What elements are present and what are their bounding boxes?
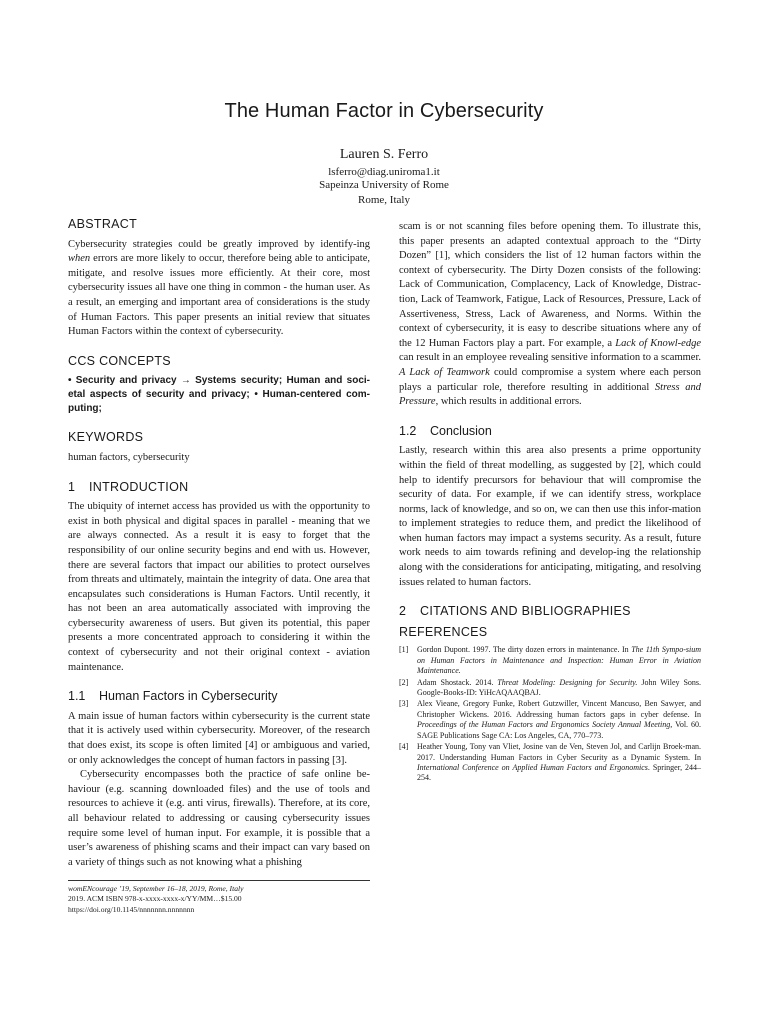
author-name: Lauren S. Ferro bbox=[339, 147, 429, 162]
right-column bbox=[399, 220, 701, 785]
author-affiliation: Sapeinza University of Rome bbox=[319, 179, 449, 191]
author-email: lsferro@diag.uniroma1.it bbox=[328, 166, 440, 178]
ccs-heading: CCS CONCEPTS bbox=[68, 353, 171, 368]
section-number: 2 bbox=[399, 604, 407, 619]
subsection-number: 1.1 bbox=[68, 689, 86, 704]
abstract-heading: ABSTRACT bbox=[68, 217, 138, 231]
conclusion-text: Lastly, research within this area also presents a prime opportunity within the field of threat modelling, as suggested by [2], which could help to identify precursors for behaviour that will compromise the security of data. For example, if we can identify stress, workplace norms, lack of knowledge, and so on, we can then use this infor-mation to implement strategies to reduce them, and predict the likelihood of when human factors may impact a systems security. As a result, future work needs to aim towards refining and develop-ing the relationship along with the considerations for anticipating, mitigating, and resolving issues related to human factors. bbox=[399, 445, 701, 588]
author-location: Rome, Italy bbox=[358, 194, 410, 206]
ccs-text: • Security and privacy → Systems security; Human and soci-etal aspects of security and privacy; • Human-centered com-puting; bbox=[68, 375, 370, 415]
intro-text: The ubiquity of internet access has provided us with the opportunity to exist in both physical and digital spaces in parallel - meaning that we are always connected. As a result it is easy to forget that the responsibility of our online security begins and end with us. However, there are several factors that impact our abilities to protect ourselves from threats and ultimately, maintain the integrity of data. One area that encapsulates such considerations is Human Factors. Until recently, it has not been an area automatically associated with improving the cybersecurity awareness of users. But given its potential, this paper presents a more concentrated approach to considering it within the context of cybersecurity and not their original context - aviation maintenance. bbox=[68, 501, 370, 673]
dirty-dozen-paragraph: scam is or not scanning files before opening them. To illustrate this, this paper presents an adapted contextual approach to the “Dirty Dozen” [1], which considers the list of 12 human factors within the context of cybersecurity. The Dirty Dozen consists of the following: Lack of Communication, Complacency, Lack of Knowledge, Distrac-tion, Lack of Teamwork, Fatigue, Lack of Resources, Pressure, Lack of Assertiveness, Stress, Lack of Awareness, and Norms. Within the context of cybersecurity, it is easy to describe situations where any of the 12 Human Factors play a part. For example, a Lack of Knowl-edge can result in an employee revealing sensitive information to a scammer. A Lack of Teamwork could compromise a system where each person plays a particular role, therefore resulting in additional Stress and Pressure, which results in additional errors. bbox=[399, 221, 702, 408]
conclusion-heading: 1.2 Conclusion bbox=[399, 423, 492, 438]
section-number: 1 bbox=[68, 479, 76, 494]
footnote bbox=[68, 884, 370, 915]
subsection-number: 1.2 bbox=[399, 423, 417, 438]
reference-list bbox=[399, 645, 701, 783]
reference-item: [3] Alex Vieane, Gregory Funke, Robert Gutzwiller, Vincent Mancuso, Ben Sawyer, and Christopher Wickens. 2016. Addressing human factors gaps in cyber defense. In Proceedings of the Human Factors and Ergonomics Society Annual Meeting, Vol. 60. SAGE Publications Sage CA: Los Angeles, CA, 770–773. bbox=[399, 699, 701, 740]
paper-title: The Human Factor in Cybersecurity bbox=[224, 100, 544, 122]
isbn-line: 2019. ACM ISBN 978-x-xxxx-xxxx-x/YY/MM…$15.00 bbox=[68, 894, 242, 904]
left-column bbox=[68, 217, 370, 870]
hf-heading: 1.1 Human Factors in Cybersecurity bbox=[68, 689, 278, 704]
keywords-text: human factors, cybersecurity bbox=[68, 451, 190, 463]
abstract-text: Cybersecurity strategies could be greatly improved by identify-ing when errors are more likely to occur, therefore being able to anticipate, mitigate, and resolve issues more efficiently. At their core, most cybersecurity issues all have one thing in common - the human user. As a result, an emerging and important area of considerations is the study of Human Factors. This paper presents an initial review that situates Human Factors within the context of cybersecurity. bbox=[68, 238, 370, 338]
reference-item: [4] Heather Young, Tony van Vliet, Josine van de Ven, Steven Jol, and Carlijn Broek-man. 2017. Understanding Human Factors in Cyber Security as a Dynamic System. In International Conference on Applied Human Factors and Ergonomics. Springer, 244–254. bbox=[399, 742, 702, 783]
keywords-heading: KEYWORDS bbox=[68, 430, 144, 445]
references-heading: REFERENCES bbox=[399, 624, 488, 639]
intro-heading: 1 INTRODUCTION bbox=[68, 479, 189, 494]
doi-link[interactable]: https://doi.org/10.1145/nnnnnnn.nnnnnnn bbox=[68, 904, 195, 914]
hf-paragraph-1: A main issue of human factors within cybersecurity is the current state that it is actively used within cybersecurity. Moreover, of the research that does exist, its scope is often limited [4] or ambiguous and varied, or only acknowledges the concept of human factors in passing [3]. bbox=[68, 710, 370, 766]
hf-paragraph-2: Cybersecurity encompasses both the practice of safe online be-haviour (e.g. scanning downloaded files) and the use of tools and resources to achieve it (e.g. anti virus, firewalls). Therefore, at its core, all behaviour related to addressing or causing cybersecurity issues require some level of human input. For example, it is possible that a user’s awareness of phishing scams and their impact can vary based on a variety of things such as not knowing what a phishing bbox=[68, 769, 370, 868]
footnote-rule bbox=[68, 880, 370, 881]
reference-item: [2] Adam Shostack. 2014. Threat Modeling: Designing for Security. John Wiley Sons. Google-Books-ID: YiHcAQAAQBAJ. bbox=[399, 677, 702, 698]
reference-item: [1] Gordon Dupont. 1997. The dirty dozen errors in maintenance. In The 11th Sympo-sium on Human Factors in Maintenance and Inspection: Human Error in Aviation Maintenance. bbox=[399, 645, 701, 676]
conference-line: womENcourage ’19, September 16–18, 2019, Rome, Italy bbox=[68, 884, 244, 893]
citations-heading: 2 CITATIONS AND BIBLIOGRAPHIES bbox=[399, 604, 631, 619]
